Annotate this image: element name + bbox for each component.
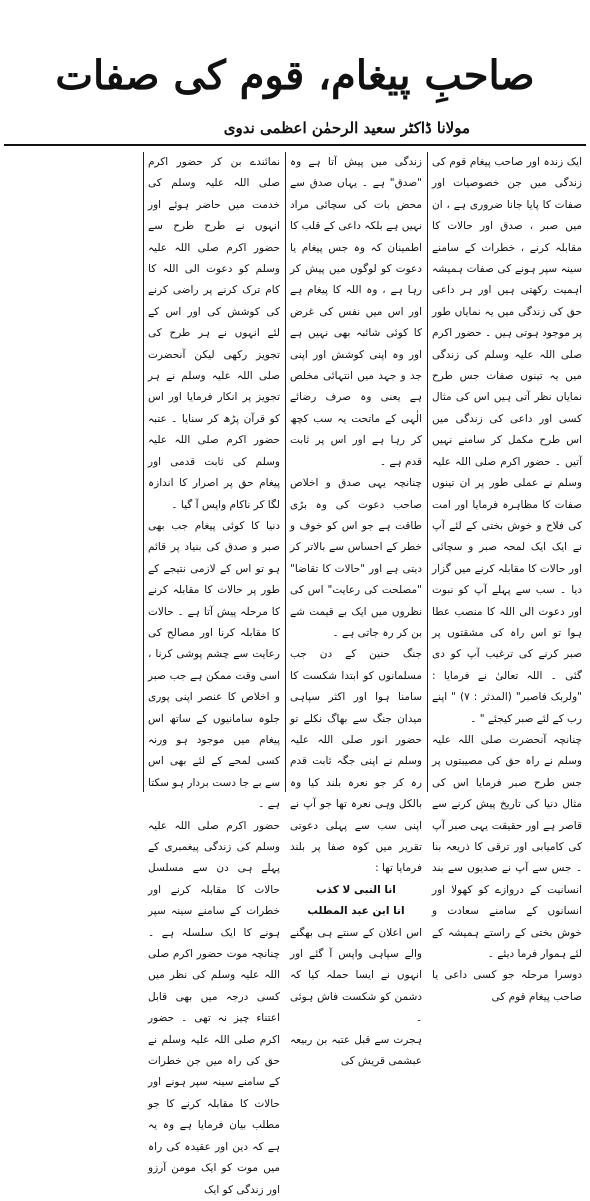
article-column-2 [290, 152, 422, 1068]
column-divider [285, 152, 286, 792]
column-divider [427, 152, 428, 792]
quoted-verse-line: انا ابن عبد المطلب [307, 905, 405, 918]
article-column-1 [432, 152, 583, 1003]
column-divider [143, 152, 144, 792]
paragraph: حضور اکرم صلی اللہ علیہ وسلم کی زندگی پیغمبری کے پہلے ہی دن سے مسلسل حالات کا مقابلہ کرنے اور خطرات کے سامنے سینہ سپر ہونے کا ایک سلسلہ ہے ۔ چنانچہ موت حضور اکرم صلی اللہ علیہ وسلم کی نظر میں کسی درجہ میں بھی قابل اعتناء چیز نہ تھی ۔ حضور اکرم صلی اللہ علیہ وسلم نے حق کی راہ میں جن خطرات کے سامنے سینہ سپر ہونے اور حالات کا مقابلہ کرنے کا جو مطلب بیان فرمایا ہے وہ یہ ہے کہ دین اور عقیدہ کی راہ میں موت کو ایک مومن آرزو اور زندگی کو ایک [148, 819, 280, 1196]
article-column-4 [6, 152, 138, 798]
paragraph: چنانچہ آنحضرت صلی اللہ علیہ وسلم نے راہ حق کی مصیبتوں پر جس طرح صبر فرمایا اس کی مثال دنیا کی تاریخ پیش کرنے سے قاصر ہے اور حقیقت یہی صبر آپ کی کامیابی اور ترقی کا ذریعہ بنا ۔ جس سے آپ نے صدیوں سے بند انسانیت کے دروازے کو کھولا اور انسانوں کے سامنے سعادت و خوش بختی کے راستے ہمیشہ کے لئے ہموار فرما دیئے ۔ [432, 733, 582, 961]
paragraph: دنیا کا کوئی پیغام جب بھی صبر و صدق کی بنیاد پر قائم ہو تو اس کے لازمی نتیجے کے طور پر حالات کا مقابلہ کرنے کا مرحلہ پیش آتا ہے ۔ حالات کا مقابلہ کرنا اور مصالح کی رعایت سے چشم پوشی کرنا ، اسی وقت ممکن ہے جب صبر و اخلاص کا عنصر اپنی پوری جلوہ سامانیوں کے ساتھ اس پیغام میں موجود ہو ورنہ کسی لمحے کے لئے بھی اس سے بے جا دست بردار ہو سکتا ہے ۔ [148, 519, 280, 811]
article-byline: مولانا ڈاکٹر سعید الرحمٰن اعظمی ندوی [223, 119, 470, 137]
paragraph: جنگ حنین کے دن جب مسلمانوں کو ابتدا شکست کا سامنا ہوا اور اکثر سپاہی میدان جنگ سے بھاگ نکلے تو حضور انور صلی اللہ علیہ وسلم نے اپنی جگہ ثابت قدم رہ کر جو نعرہ بلند کیا وہ بالکل وہی نعرہ تھا جو آپ نے اپنی سب سے پہلی دعوتی تقریر میں کوہ صفا پر بلند فرمایا تھا : [290, 648, 422, 875]
paragraph: اس اعلان کے سنتے ہی بھگنے والے سپاہی واپس آ گئے اور انہوں نے ایسا حملہ کیا کہ دشمن کو شکست فاش ہوئی ۔ [290, 926, 422, 1025]
quoted-verse-line: انا النبی لا کذب [316, 883, 396, 896]
paragraph: چنانچہ یہی صدق و اخلاص صاحب دعوت کی وہ بڑی طاقت ہے جو اس کو خوف و خطر کے احساس سے بالاتر کر دیتی ہے اور "حالات کا تقاضا" "مصلحت کی رعایت" اس کی نظروں میں ایک بے قیمت شے بن کر رہ جاتی ہے ۔ [290, 477, 422, 639]
article-column-3 [148, 152, 280, 1196]
paragraph: نمائندے بن کر حضور اکرم صلی اللہ علیہ وسلم کی خدمت میں حاضر ہوئے اور انہوں نے طرح طرح سے حضور اکرم صلی اللہ علیہ وسلم کو دعوت الی اللہ کا کام ترک کرنے پر راضی کرنے کی کوشش کی اور اس کے لئے انہوں نے ہر طرح کی تجویز رکھی لیکن آنحضرت صلی اللہ علیہ وسلم نے ہر تجویز پر انکار فرمایا اور اس کو قرآن پڑھ کر سنایا ۔ عتبہ حضور اکرم صلی اللہ علیہ وسلم کی ثابت قدمی اور پیغام حق پر اصرار کا اندازہ لگا کر ناکام واپس آ گیا ۔ [148, 156, 280, 511]
paragraph: ایک زندہ اور صاحب پیغام قوم کی زندگی میں جن خصوصیات اور صفات کا پایا جانا ضروری ہے ، ان میں صبر ، صدق اور حالات کا مقابلہ کرنے ، خطرات کے سامنے سینہ سپر ہونے کی صفات ہمیشہ اہمیت رکھتی ہیں اور ہر داعی حق کی زندگی میں یہ نمایاں طور پر موجود ہوتی ہیں ۔ حضور اکرم صلی اللہ علیہ وسلم کی زندگی میں یہ تینوں صفات جس طرح نمایاں نظر آتی ہیں اس کی مثال کسی اور داعی کی زندگی میں اس طرح مکمل کر سامنے نہیں آتیں ۔ حضور اکرم صلی اللہ علیہ وسلم نے عملی طور پر ان تینوں صفات کا مظاہرہ فرمایا اور امت کی فلاح و خوش بختی کے لئے آپ نے ایک ایک لمحہ صبر و سچائی اور حالات کا مقابلہ کرنے میں گزار دیا ۔ سب سے پہلے آپ کو نبوت اور دعوت الی اللہ کا منصب عطا ہوا تو اس راہ کی مشقتوں پر صبر کرنے کی ترغیب آپ کو دی گئی ۔ اللہ تعالیٰ نے فرمایا : "ولربک فاصبر" (المدثر : ۷) " اپنے رب کے لئے صبر کیجئے " ۔ [432, 156, 583, 725]
header-rule [4, 144, 586, 146]
article-headline: صاحبِ پیغام، قوم کی صفات [55, 52, 535, 99]
paragraph: دوسرا مرحلہ جو کسی داعی یا صاحب پیغام قوم کی [432, 969, 582, 1003]
paragraph: ہجرت سے قبل عتبہ بن ربیعہ عبشمی قریش کی [290, 1033, 422, 1068]
paragraph: زندگی میں پیش آتا ہے وہ "صدق" ہے ۔ یہاں صدق سے محض بات کی سچائی مراد نہیں ہے بلکہ داعی کے قلب کا اطمینان کہ وہ جس پیغام یا دعوت کو لوگوں میں پیش کر رہا ہے ، وہ اللہ کا پیغام ہے اور اس میں نفس کی غرض کا کوئی شائبہ بھی نہیں ہے اور وہ اپنی کوشش اور اپنی جد و جہد میں انتہائی مخلص ہے یعنی وہ صرف رضائے الٰہی کے ماتحت یہ سب کچھ کر رہا ہے اور اس پر ثابت قدم ہے ۔ [290, 156, 422, 468]
